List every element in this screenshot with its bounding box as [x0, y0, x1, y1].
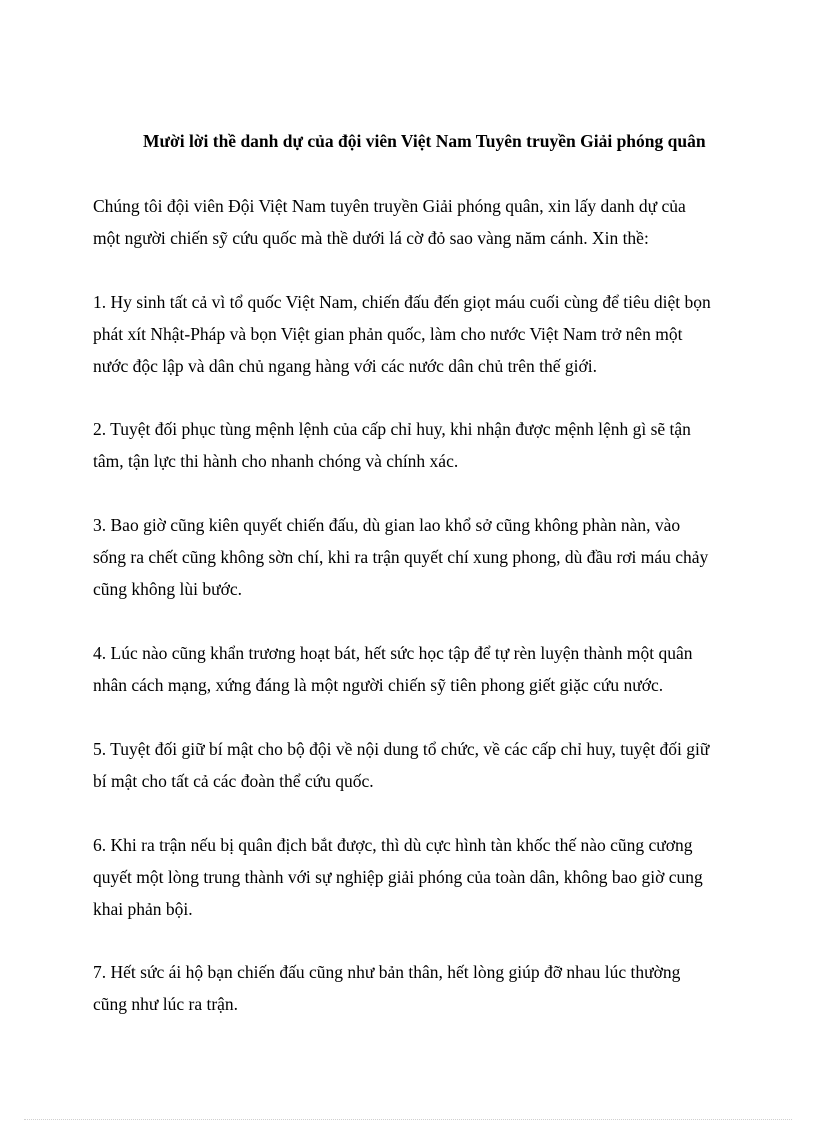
text-line: 1. Hy sinh tất cả vì tổ quốc Việt Nam, chiến đấu đến giọt máu cuối cùng để tiêu diệt bọn	[93, 292, 711, 312]
text-line: Chúng tôi đội viên Đội Việt Nam tuyên truyền Giải phóng quân, xin lấy danh dự của	[93, 196, 686, 216]
oath-item-4	[93, 637, 763, 701]
oath-item-2	[93, 413, 763, 477]
text-line: một người chiến sỹ cứu quốc mà thề dưới lá cờ đỏ sao vàng năm cánh. Xin thề:	[93, 228, 649, 248]
oath-item-7	[93, 956, 763, 1020]
paragraph-intro	[93, 190, 763, 254]
text-line: 6. Khi ra trận nếu bị quân địch bắt được, thì dù cực hình tàn khốc thế nào cũng cương	[93, 835, 693, 855]
text-line: 5. Tuyệt đối giữ bí mật cho bộ đội về nội dung tổ chức, về các cấp chỉ huy, tuyệt đối giữ	[93, 739, 710, 759]
text-line: tâm, tận lực thi hành cho nhanh chóng và chính xác.	[93, 451, 459, 471]
text-line: 4. Lúc nào cũng khẩn trương hoạt bát, hết sức học tập để tự rèn luyện thành một quân	[93, 643, 693, 663]
text-line: bí mật cho tất cả các đoàn thể cứu quốc.	[93, 771, 374, 791]
text-line: khai phản bội.	[93, 899, 193, 919]
document-title: Mười lời thề danh dự của đội viên Việt Nam Tuyên truyền Giải phóng quân	[143, 131, 706, 151]
text-line: quyết một lòng trung thành với sự nghiệp giải phóng của toàn dân, không bao giờ cung	[93, 867, 703, 887]
text-line: 2. Tuyệt đối phục tùng mệnh lệnh của cấp chỉ huy, khi nhận được mệnh lệnh gì sẽ tận	[93, 419, 691, 439]
text-line: cũng như lúc ra trận.	[93, 994, 239, 1014]
text-line: 7. Hết sức ái hộ bạn chiến đấu cũng như bản thân, hết lòng giúp đỡ nhau lúc thường	[93, 962, 681, 982]
text-line: phát xít Nhật-Pháp và bọn Việt gian phản quốc, làm cho nước Việt Nam trở nên một	[93, 324, 683, 344]
oath-item-6	[93, 829, 763, 925]
oath-item-3	[93, 509, 763, 605]
oath-item-5	[93, 733, 763, 797]
text-line: nhân cách mạng, xứng đáng là một người chiến sỹ tiên phong giết giặc cứu nước.	[93, 675, 664, 695]
page-bottom-divider	[24, 1119, 792, 1120]
oath-item-1	[93, 286, 763, 382]
text-line: nước độc lập và dân chủ ngang hàng với các nước dân chủ trên thế giới.	[93, 356, 598, 376]
text-line: sống ra chết cũng không sờn chí, khi ra trận quyết chí xung phong, dù đầu rơi máu chảy	[93, 547, 709, 567]
text-line: 3. Bao giờ cũng kiên quyết chiến đấu, dù gian lao khổ sở cũng không phàn nàn, vào	[93, 515, 681, 535]
text-line: cũng không lùi bước.	[93, 579, 242, 599]
